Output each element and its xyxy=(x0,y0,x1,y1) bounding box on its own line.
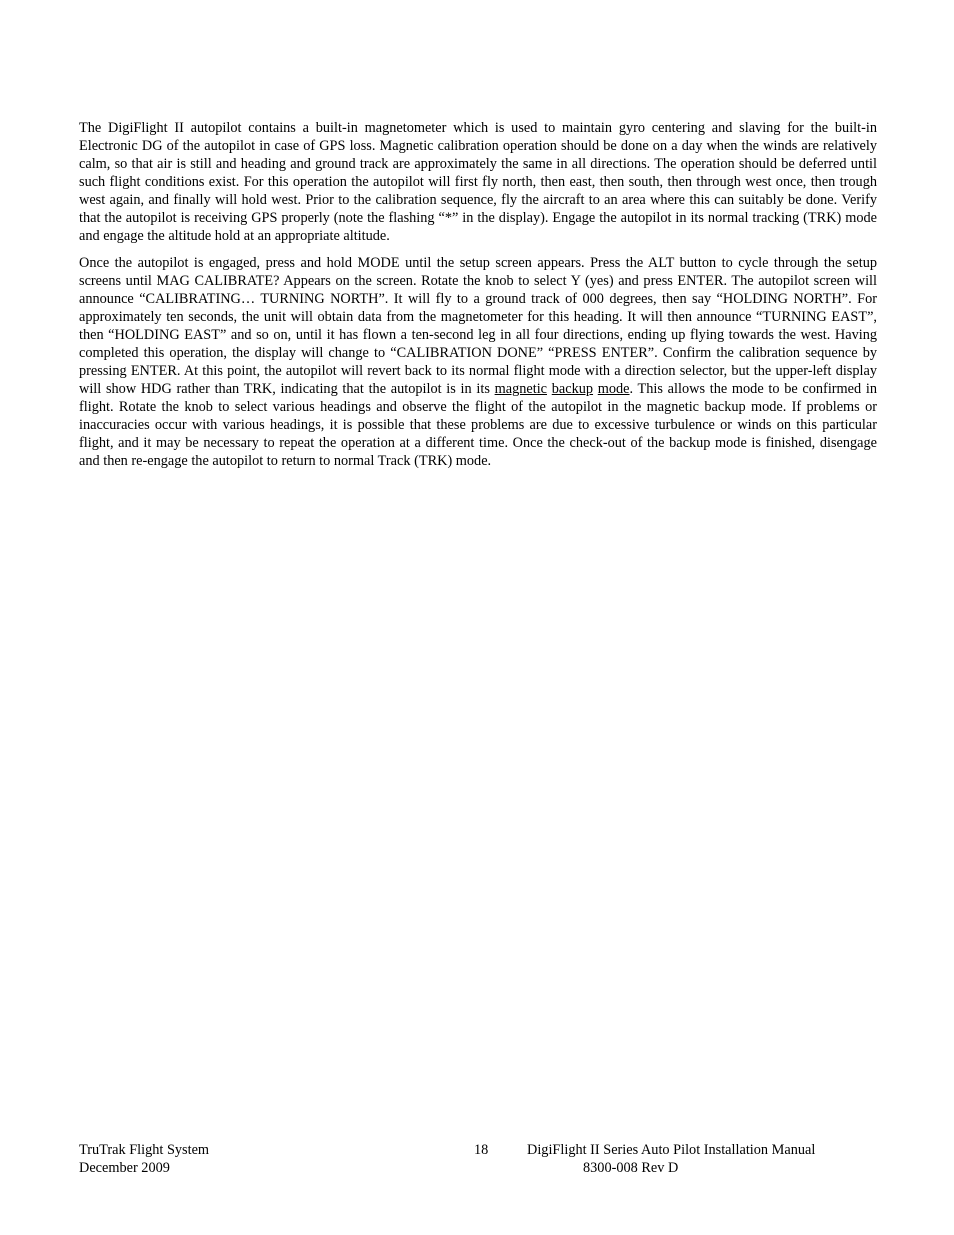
footer-manual-title: DigiFlight II Series Auto Pilot Installation Manual xyxy=(527,1142,816,1158)
footer-company: TruTrak Flight System xyxy=(79,1142,210,1158)
footer-date: December 2009 xyxy=(79,1160,170,1176)
paragraph-text: . This allows the mode to be confirmed in flight. Rotate the knob to select various headings and observe the flight of the autopilot in the magnetic backup mode. If problems or inaccuracies occur with various headings, it is possible that these problems are due to excessive turbulence or winds on this particular flight, and it may be necessary to repeat the operation at a different time. Once the check-out of the backup mode is finished, disengage and then re-engage the autopilot to return to normal Track (TRK) mode. xyxy=(79,381,877,469)
paragraph-calibration-procedure xyxy=(79,254,877,470)
footer-page-number: 18 xyxy=(474,1142,489,1158)
page-footer xyxy=(79,1141,877,1181)
underlined-word: mode xyxy=(597,381,630,397)
paragraph-intro: The DigiFlight II autopilot contains a built-in magnetometer which is used to maintain gyro centering and slaving for the built-in Electronic DG of the autopilot in case of GPS loss. Magnetic calibration operation should be done on a day when the winds are relatively calm, so that air is still and heading and ground track are approximately the same in all directions. The operation should be deferred until such flight conditions exist. For this operation the autopilot will first fly north, then east, then south, then through west once, then trough west again, and finally will hold west. Prior to the calibration sequence, fly the aircraft to an area where this can suitably be done. Verify that the autopilot is receiving GPS properly (note the flashing “*” in the display). Engage the autopilot in its normal tracking (TRK) mode and engage the altitude hold at an appropriate altitude. xyxy=(79,120,877,244)
underlined-word: magnetic xyxy=(494,381,548,397)
page-body xyxy=(79,119,877,479)
footer-right xyxy=(527,1141,815,1177)
paragraph-text: Once the autopilot is engaged, press and hold MODE until the setup screen appears. Press the ALT button to cycle through the setup screens until MAG CALIBRATE? Appears on the screen. Rotate the knob to select Y (yes) and press ENTER. The autopilot screen will announce “CALIBRATING… TURNING NORTH”. It will fly to a ground track of 000 degrees, then say “HOLDING NORTH”. For approximately ten seconds, the unit will obtain data from the magnetometer for this heading. It will then announce “TURNING EAST”, then “HOLDING EAST” and so on, until it has flown a ten-second leg in all four directions, ending up flying towards the west. Having completed this operation, the display will change to “CALIBRATION DONE” “PRESS ENTER”. Confirm the calibration sequence by pressing ENTER. At this point, the autopilot will revert back to its normal flight mode with a direction selector, but the upper-left display will show HDG rather than TRK, indicating that the autopilot is in its xyxy=(79,255,877,397)
footer-left xyxy=(79,1141,209,1177)
footer-doc-number: 8300-008 Rev D xyxy=(583,1160,679,1176)
underlined-word: backup xyxy=(551,381,594,397)
